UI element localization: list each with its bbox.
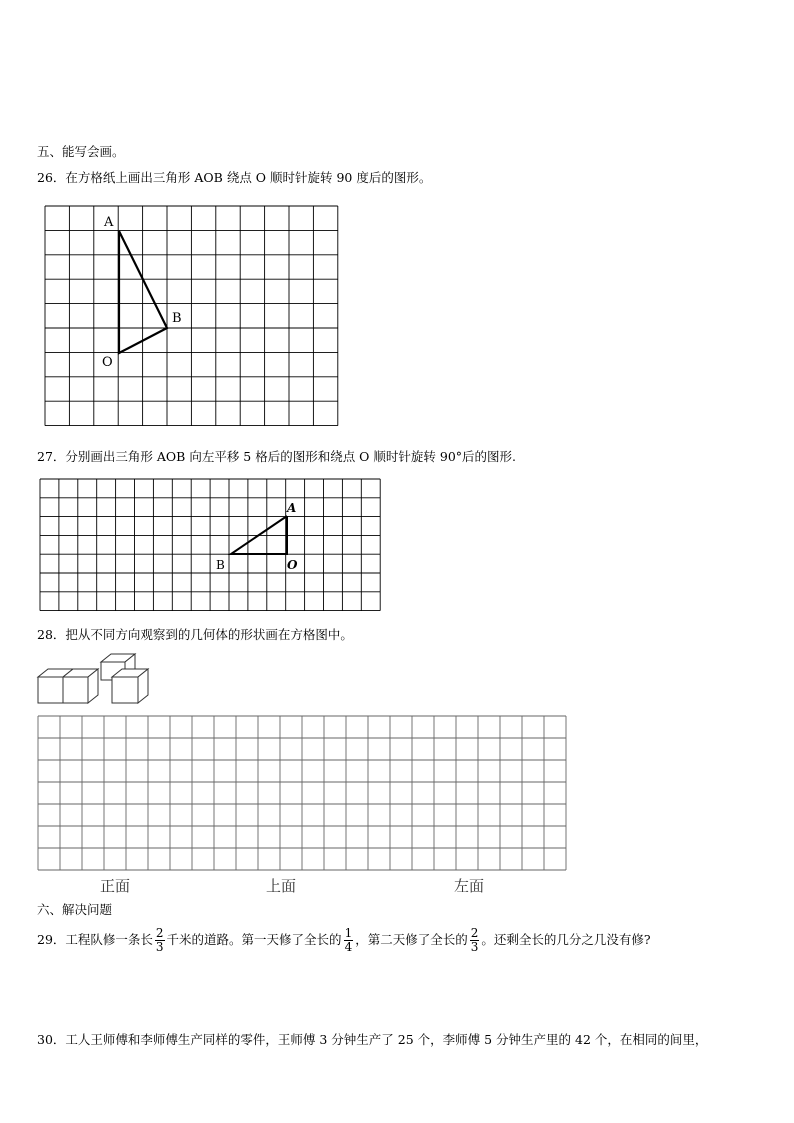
q29-fraction-length: $\frac{2}{3}$ [155, 926, 164, 954]
q26-label-o: O [102, 355, 113, 370]
q29-part1: 29．工程队修一条长 [37, 932, 153, 947]
q29-fraction-day1: $\frac{1}{4}$ [344, 926, 353, 954]
q26-label-a: A [104, 215, 114, 230]
question-28-text: 28．把从不同方向观察到的几何体的形状画在方格图中。 [37, 627, 353, 642]
q28-grid [38, 716, 566, 870]
q27-label-o: O [287, 558, 298, 572]
question-26-text: 26．在方格纸上画出三角形 AOB 绕点 O 顺时针旋转 90 度后的图形。 [37, 170, 432, 185]
view-label-left: 左面 [454, 877, 485, 895]
q27-label-a: A [287, 501, 297, 515]
q29-part2: 千米的道路。第一天修了全长的 [166, 932, 342, 947]
q26-label-b: B [172, 311, 182, 326]
section-6-title: 六、解决问题 [37, 902, 113, 917]
section-5-title: 五、能写会画。 [37, 144, 125, 159]
question-29 [37, 922, 651, 958]
view-label-top: 上面 [266, 877, 297, 895]
q27-label-b: B [216, 558, 225, 572]
q29-part4: 。还剩全长的几分之几没有修? [481, 932, 651, 947]
q29-part3: ，第二天修了全长的 [355, 932, 468, 947]
view-label-front: 正面 [100, 877, 131, 895]
q29-fraction-day2: $\frac{2}{3}$ [470, 926, 479, 954]
question-27-text: 27．分别画出三角形 AOB 向左平移 5 格后的图形和绕点 O 顺时针旋转 90°后的图形. [37, 449, 517, 464]
question-30-text: 30．工人王师傅和李师傅生产同样的零件，王师傅 3 分钟生产了 25 个，李师傅 5 分钟生产里的 42 个，在相同的间里， [37, 1032, 708, 1047]
